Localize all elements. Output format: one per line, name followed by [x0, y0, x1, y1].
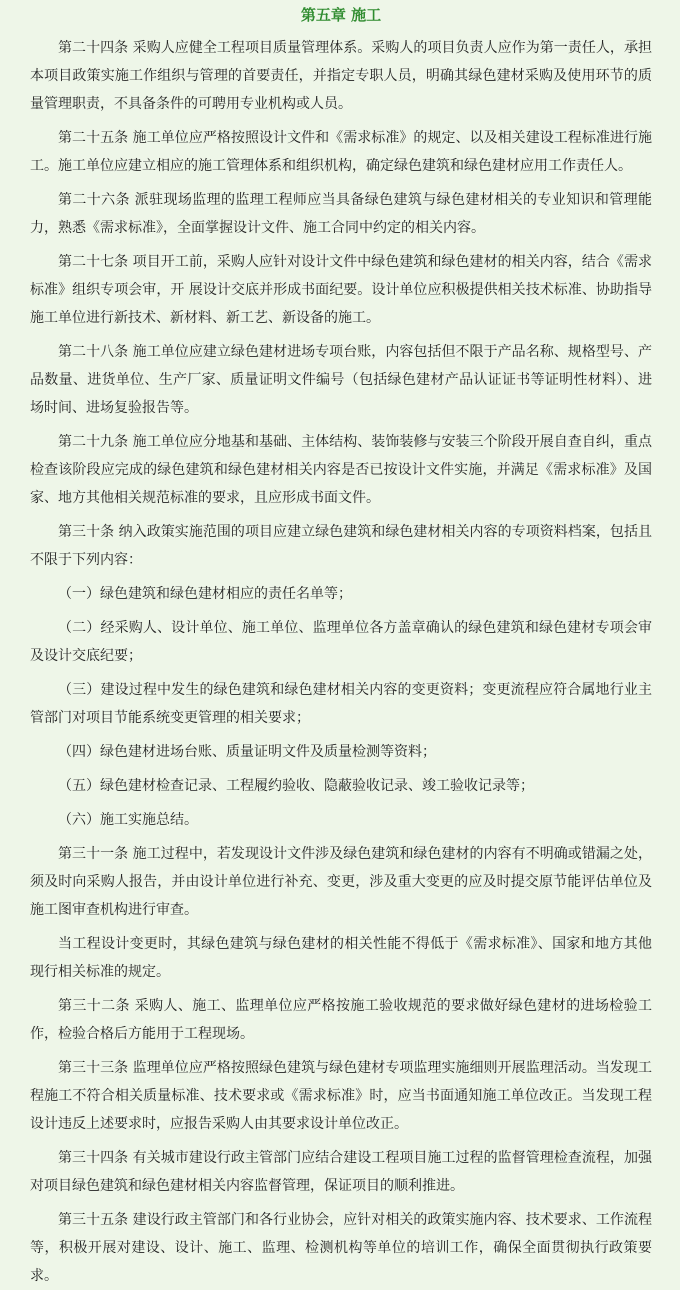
- article-29: 第二十九条 施工单位应分地基和基础、主体结构、装饰装修与安装三个阶段开展自查自纠，重点检查该阶段应完成的绿色建筑和绿色建材相关内容是否已按设计文件实施，并满足《需求标准》及国家、地方其他相关规范标准的要求，且应形成书面文件。: [30, 434, 652, 506]
- article-34: 第三十四条 有关城市建设行政主管部门应结合建设工程项目施工过程的监督管理检查流程，加强对项目绿色建筑和绿色建材相关内容监督管理，保证项目的顺利推进。: [30, 1150, 652, 1194]
- article-28: 第二十八条 施工单位应建立绿色建材进场专项台账，内容包括但不限于产品名称、规格型号、产品数量、进货单位、生产厂家、质量证明文件编号（包括绿色建材产品认证证书等证明性材料）、进场时间、进场复验报告等。: [30, 344, 652, 416]
- article-27: 第二十七条 项目开工前，采购人应针对设计文件中绿色建筑和绿色建材的相关内容，结合《需求标准》组织专项会审，开 展设计交底并形成书面纪要。设计单位应积极提供相关技术标准、协助指导施工单位进行新技术、新材料、新工艺、新设备的施工。: [30, 254, 652, 326]
- article-24: 第二十四条 采购人应健全工程项目质量管理体系。采购人的项目负责人应作为第一责任人，承担本项目政策实施工作组织与管理的首要责任，并指定专职人员，明确其绿色建材采购及使用环节的质量管理职责，不具备条件的可聘用专业机构或人员。: [30, 40, 652, 112]
- article-33: 第三十三条 监理单位应严格按照绿色建筑与绿色建材专项监理实施细则开展监理活动。当发现工程施工不符合相关质量标准、技术要求或《需求标准》时，应当书面通知施工单位改正。当发现工程设计违反上述要求时，应报告采购人由其要求设计单位改正。: [30, 1060, 652, 1132]
- article-32: 第三十二条 采购人、施工、监理单位应严格按施工验收规范的要求做好绿色建材的进场检验工作，检验合格后方能用于工程现场。: [30, 998, 652, 1042]
- list-item-3: （三）建设过程中发生的绿色建筑和绿色建材相关内容的变更资料；变更流程应符合属地行业主管部门对项目节能系统变更管理的相关要求；: [30, 682, 652, 726]
- list-item-5: （五）绿色建材检查记录、工程履约验收、隐蔽验收记录、竣工验收记录等；: [58, 778, 534, 794]
- list-item-4: （四）绿色建材进场台账、质量证明文件及质量检测等资料；: [58, 744, 436, 760]
- article-35: 第三十五条 建设行政主管部门和各行业协会，应针对相关的政策实施内容、技术要求、工作流程等，积极开展对建设、设计、施工、监理、检测机构等单位的培训工作，确保全面贯彻执行政策要求。: [30, 1212, 652, 1284]
- list-item-6: （六）施工实施总结。: [58, 812, 198, 828]
- article-25: 第二十五条 施工单位应严格按照设计文件和《需求标准》的规定、以及相关建设工程标准进行施工。施工单位应建立相应的施工管理体系和组织机构，确定绿色建筑和绿色建材应用工作责任人。: [30, 130, 652, 174]
- chapter-title: 第五章 施工: [300, 6, 382, 24]
- list-item-2: （二）经采购人、设计单位、施工单位、监理单位各方盖章确认的绿色建筑和绿色建材专项会审及设计交底纪要；: [30, 620, 652, 664]
- article-31-note: 当工程设计变更时，其绿色建筑与绿色建材的相关性能不得低于《需求标准》、国家和地方其他现行相关标准的规定。: [30, 936, 652, 980]
- article-31: 第三十一条 施工过程中，若发现设计文件涉及绿色建筑和绿色建材的内容有不明确或错漏之处，须及时向采购人报告，并由设计单位进行补充、变更，涉及重大变更的应及时提交原节能评估单位及施工图审查机构进行审查。: [30, 846, 652, 918]
- article-30: 第三十条 纳入政策实施范围的项目应建立绿色建筑和绿色建材相关内容的专项资料档案，包括且不限于下列内容：: [30, 524, 652, 568]
- article-26: 第二十六条 派驻现场监理的监理工程师应当具备绿色建筑与绿色建材相关的专业知识和管理能力，熟悉《需求标准》，全面掌握设计文件、施工合同中约定的相关内容。: [30, 192, 652, 236]
- list-item-1: （一）绿色建筑和绿色建材相应的责任名单等；: [58, 586, 352, 602]
